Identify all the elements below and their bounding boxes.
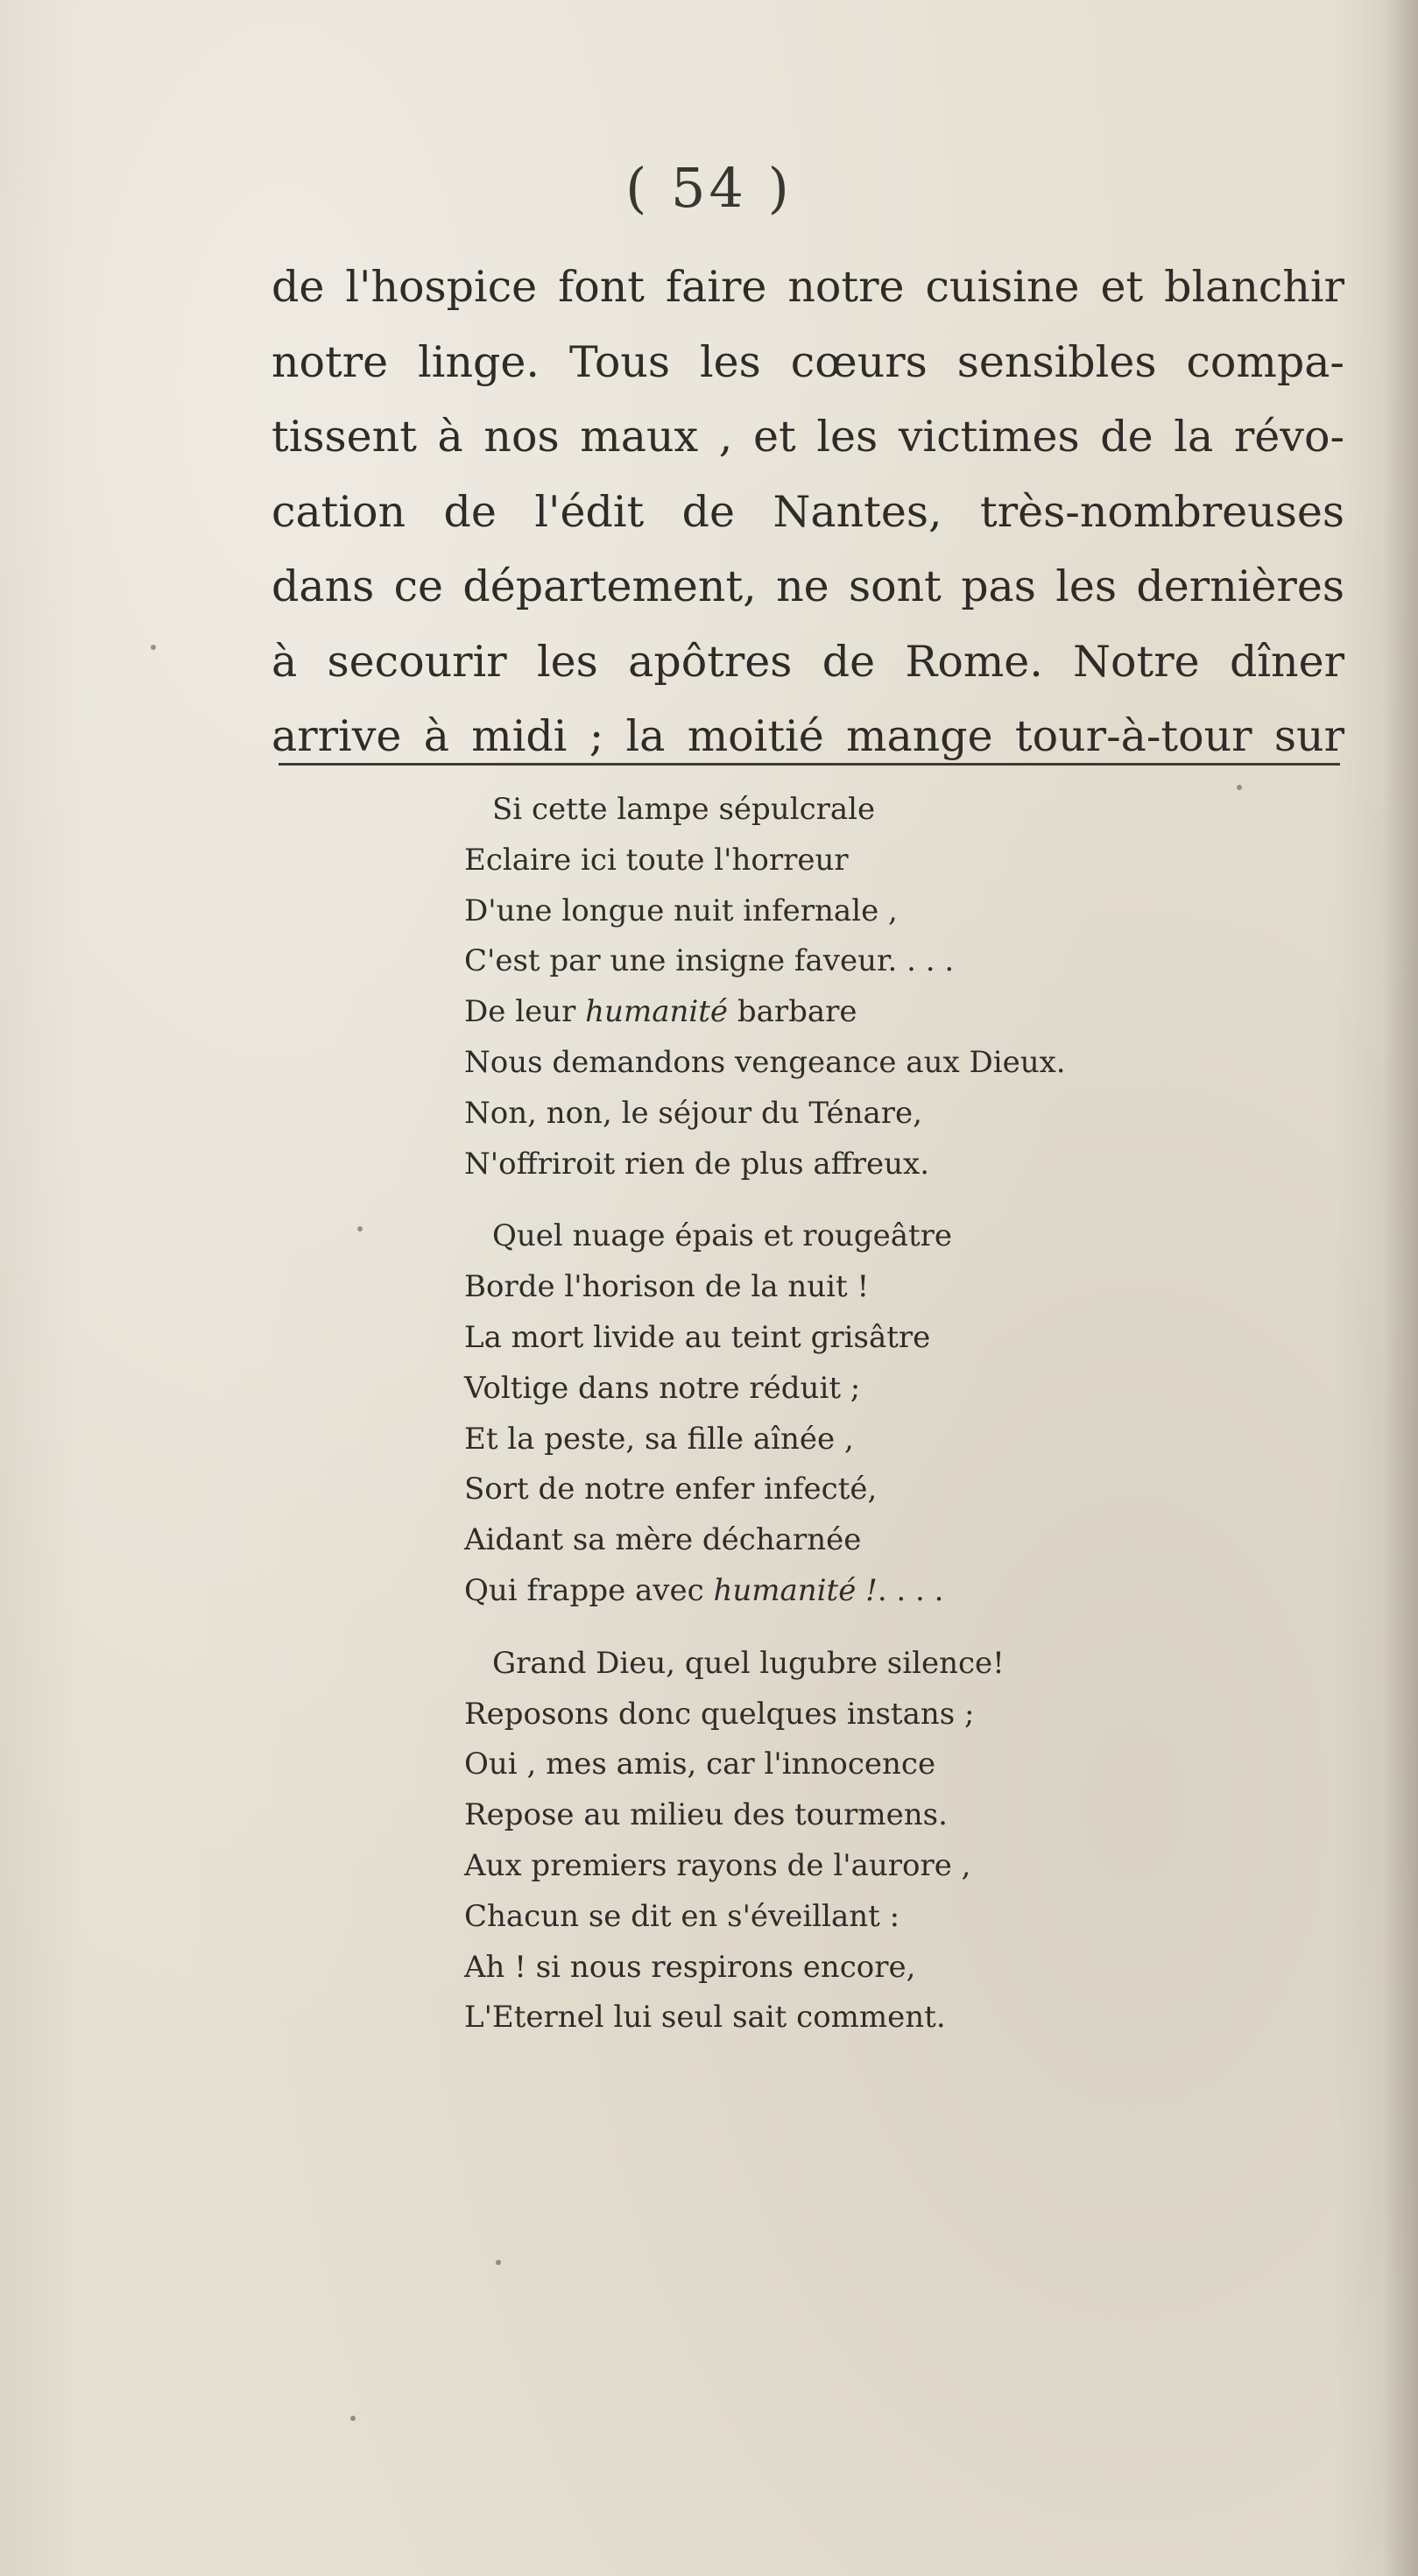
poem-verse: Ah ! si nous respirons encore, — [464, 1949, 916, 1985]
prose-line: arrive à midi ; la moitié mange tour-à-tour sur — [272, 711, 1344, 761]
poem-verse: Eclaire ici toute l'horreur — [464, 842, 849, 878]
prose-line: dans ce département, ne sont pas les dernières — [272, 561, 1344, 611]
poem-verse: Aidant sa mère décharnée — [464, 1522, 862, 1558]
poem-verse: Aux premiers rayons de l'aurore , — [464, 1847, 971, 1883]
prose-line: à secourir les apôtres de Rome. Notre dîner — [272, 636, 1344, 687]
poem-stanza — [464, 1639, 1209, 2043]
poem-verse: Repose au milieu des tourmens. — [464, 1797, 948, 1833]
page-number: ( 54 ) — [625, 156, 793, 220]
paper-speck — [350, 2416, 356, 2421]
poem-verse: C'est par une insigne faveur. . . . — [464, 943, 955, 979]
poem-verse: Sort de notre enfer infecté, — [464, 1471, 878, 1507]
poem-stanza — [464, 785, 1209, 1189]
horizontal-rule — [279, 763, 1340, 766]
poem-verse: Oui , mes amis, car l'innocence — [464, 1747, 936, 1782]
paper-speck — [151, 645, 156, 650]
poem-verse: Reposons donc quelques instans ; — [464, 1696, 975, 1732]
poem-verse: Grand Dieu, quel lugubre silence! — [492, 1645, 1005, 1681]
poem-verse: Non, non, le séjour du Ténare, — [464, 1095, 922, 1131]
prose-paragraph — [272, 250, 1344, 774]
poem-verse: Quel nuage épais et rougeâtre — [492, 1218, 953, 1254]
page-edge-shadow — [1383, 0, 1418, 2576]
prose-line: cation de l'édit de Nantes, très-nombreuses — [272, 486, 1344, 537]
poem-verse: De leur humanité barbare — [464, 994, 857, 1030]
italic-word: humanité — [585, 994, 729, 1030]
poem-verse: Chacun se dit en s'éveillant : — [464, 1898, 900, 1934]
poem-verse: Nous demandons vengeance aux Dieux. — [464, 1044, 1066, 1080]
poem-verse: L'Eternel lui seul sait comment. — [464, 2000, 946, 2036]
prose-line: tissent à nos maux , et les victimes de la révo- — [272, 412, 1344, 462]
poem-verse: Qui frappe avec humanité !. . . . — [464, 1572, 944, 1608]
poem — [464, 785, 1209, 2065]
poem-verse: La mort livide au teint grisâtre — [464, 1319, 931, 1355]
poem-verse: Et la peste, sa fille aînée , — [464, 1421, 854, 1457]
prose-line: de l'hospice font faire notre cuisine et blanchir — [272, 262, 1344, 312]
paper-speck — [357, 1226, 363, 1232]
poem-verse: Si cette lampe sépulcrale — [492, 792, 876, 827]
paper-speck — [496, 2260, 501, 2265]
poem-verse: Voltige dans notre réduit ; — [464, 1370, 861, 1406]
poem-verse: Borde l'horison de la nuit ! — [464, 1269, 870, 1305]
poem-verse: D'une longue nuit infernale , — [464, 893, 898, 928]
paper-speck — [1237, 785, 1242, 790]
prose-line: notre linge. Tous les cœurs sensibles compa- — [272, 336, 1344, 387]
poem-stanza — [464, 1211, 1209, 1616]
poem-verse: N'offriroit rien de plus affreux. — [464, 1146, 930, 1182]
italic-word: humanité ! — [713, 1572, 878, 1608]
